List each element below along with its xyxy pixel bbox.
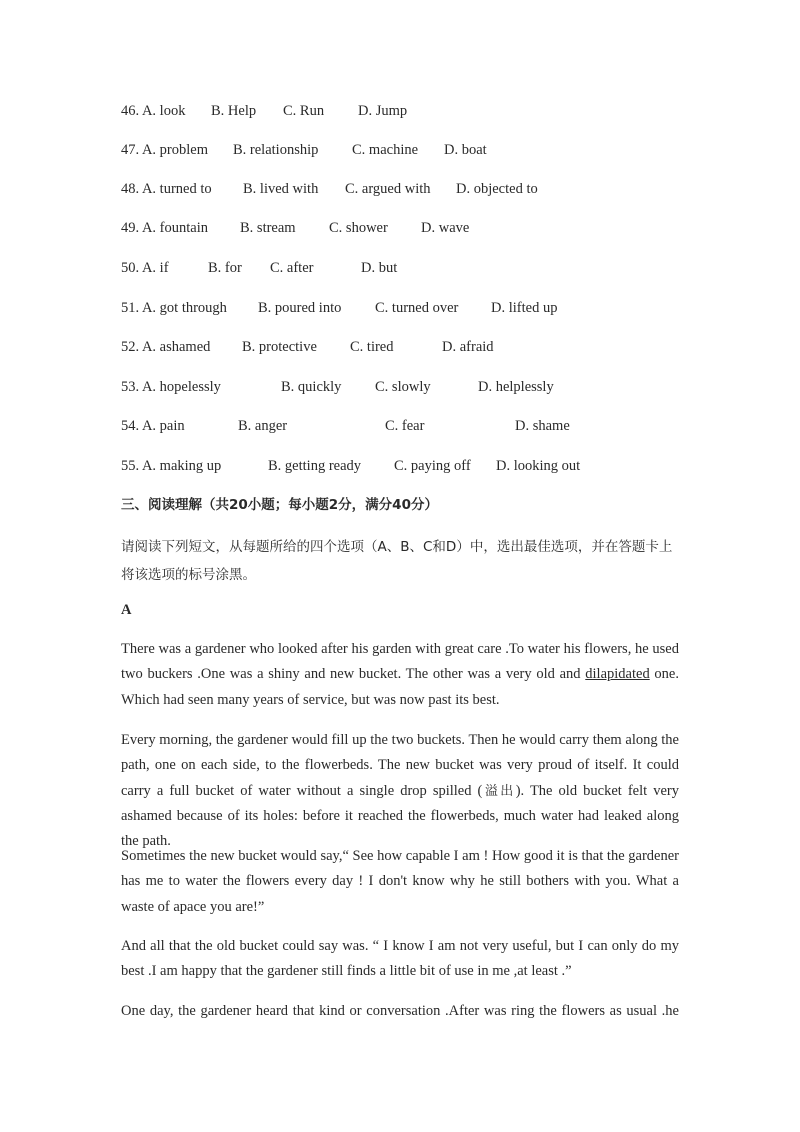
paragraph-text: ). The old bucket felt very ashamed because of its holes: before it reached the flowerbeds, much water had leaked along the path. bbox=[121, 782, 679, 850]
question-option: B. for bbox=[208, 260, 242, 276]
question-47 bbox=[121, 140, 721, 160]
question-option: 46. A. look bbox=[121, 103, 186, 119]
question-option: D. helplessly bbox=[478, 379, 554, 395]
paragraph-text: There was a gardener who looked after his garden with great care .To water his flowers, he used two buckers .One was a shiny and new bucket. The other was a very old and bbox=[121, 641, 679, 683]
passage-paragraph-4: And all that the old bucket could say was. “ I know I am not very useful, but I can only do my best .I am happy that the gardener still finds a little bit of use in me ,at least .” bbox=[121, 938, 679, 980]
question-49 bbox=[121, 218, 721, 238]
question-option: B. protective bbox=[242, 339, 317, 355]
question-option: 53. A. hopelessly bbox=[121, 379, 221, 395]
paragraph-text: Every morning, the gardener would fill up the two buckets. Then he would carry them along the path, one on each side, to the flowerbeds. The new bucket was very proud of itself. It could carry a full bucket of water without a single drop spilled ( bbox=[121, 732, 679, 799]
question-option: C. after bbox=[270, 260, 314, 276]
question-option: D. wave bbox=[421, 220, 470, 236]
question-option: D. objected to bbox=[456, 181, 538, 197]
question-option: 48. A. turned to bbox=[121, 181, 212, 197]
question-option: 49. A. fountain bbox=[121, 220, 208, 236]
question-option: D. lifted up bbox=[491, 300, 558, 316]
section-instructions: 请阅读下列短文，从每题所给的四个选项（A、B、C和D）中，选出最佳选项，并在答题卡上将该选项的标号涂黑。 bbox=[121, 539, 673, 583]
passage-paragraph-3: Sometimes the new bucket would say,“ See how capable I am ! How good it is that the gardener has me to water the flowers every day ! I don't know why he still bothers with you. What a waste of apace you are!” bbox=[121, 848, 679, 915]
question-50 bbox=[121, 258, 721, 278]
question-option: C. Run bbox=[283, 103, 325, 119]
question-option: 55. A. making up bbox=[121, 458, 222, 474]
question-55 bbox=[121, 456, 721, 476]
question-option: D. afraid bbox=[442, 339, 494, 355]
question-option: D. but bbox=[361, 260, 398, 276]
question-52 bbox=[121, 337, 721, 357]
question-option: B. lived with bbox=[243, 181, 319, 197]
question-option: B. quickly bbox=[281, 379, 342, 395]
question-option: D. boat bbox=[444, 142, 487, 158]
question-option: B. poured into bbox=[258, 300, 342, 316]
question-option: B. getting ready bbox=[268, 458, 362, 474]
question-option: B. relationship bbox=[233, 142, 319, 158]
question-option: D. looking out bbox=[496, 458, 581, 474]
question-option: 54. A. pain bbox=[121, 418, 185, 434]
passage-paragraph-2 bbox=[121, 728, 679, 854]
question-48 bbox=[121, 179, 721, 199]
question-option: B. stream bbox=[240, 220, 296, 236]
passage-title: A bbox=[121, 602, 132, 618]
question-option: D. shame bbox=[515, 418, 570, 434]
question-option: C. tired bbox=[350, 339, 394, 355]
question-46 bbox=[121, 101, 721, 121]
paragraph-text: one. Which had seen many years of service, but was now past its best. bbox=[121, 666, 679, 708]
question-option: C. slowly bbox=[375, 379, 431, 395]
chinese-gloss: 溢出 bbox=[482, 783, 516, 799]
question-option: B. anger bbox=[238, 418, 288, 434]
question-54 bbox=[121, 416, 721, 436]
passage-paragraph-1 bbox=[121, 637, 679, 713]
question-option: C. paying off bbox=[394, 458, 471, 474]
passage-paragraph-5: One day, the gardener heard that kind or conversation .After was ring the flowers as usual .he bbox=[121, 1003, 679, 1019]
question-option: 52. A. ashamed bbox=[121, 339, 211, 355]
question-option: 47. A. problem bbox=[121, 142, 208, 158]
question-option: 50. A. if bbox=[121, 260, 169, 276]
question-option: C. turned over bbox=[375, 300, 459, 316]
question-option: D. Jump bbox=[358, 103, 408, 119]
section-heading: 三、阅读理解（共20小题；每小题2分，满分40分） bbox=[121, 497, 438, 513]
question-51 bbox=[121, 298, 721, 318]
question-option: C. machine bbox=[352, 142, 419, 158]
question-53 bbox=[121, 377, 721, 397]
question-option: C. argued with bbox=[345, 181, 431, 197]
question-option: C. fear bbox=[385, 418, 425, 434]
question-option: C. shower bbox=[329, 220, 388, 236]
question-option: B. Help bbox=[211, 103, 257, 119]
question-option: 51. A. got through bbox=[121, 300, 227, 316]
underlined-word: dilapidated bbox=[585, 666, 650, 683]
